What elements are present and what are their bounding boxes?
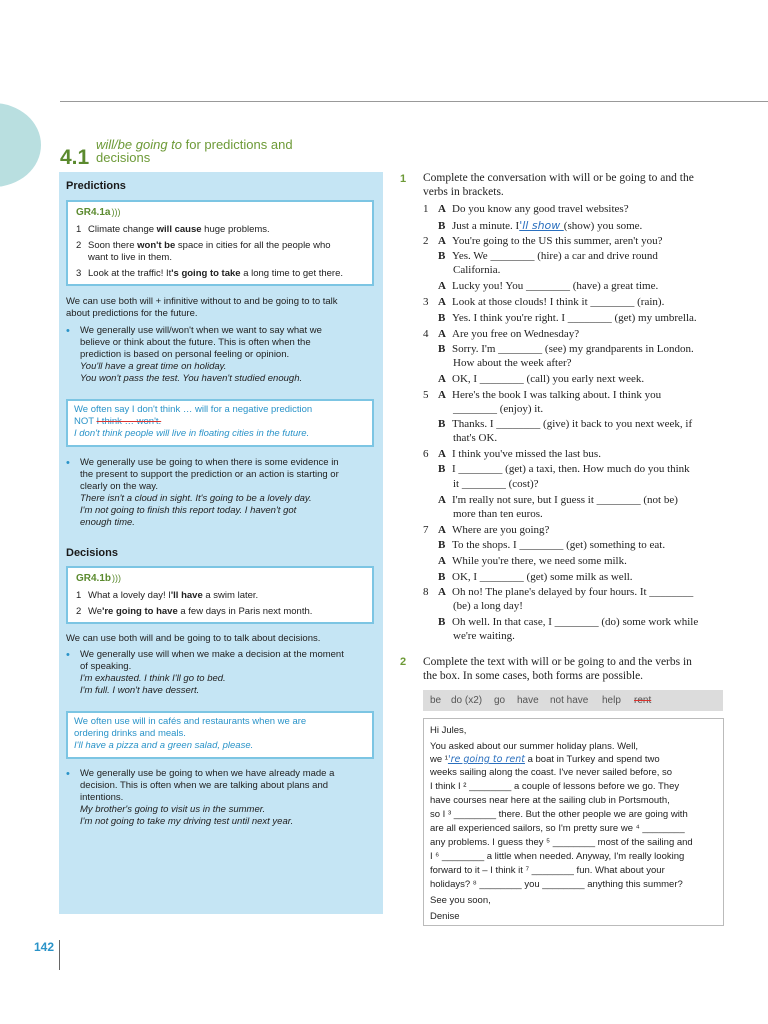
example-line: 1 What a lovely day! I'll have a swim later. bbox=[76, 590, 259, 601]
decorative-tab bbox=[0, 103, 41, 187]
speaker-label: B bbox=[438, 343, 446, 355]
dialogue-text: Where are you going? bbox=[452, 524, 550, 536]
dialogue-text: Are you free on Wednesday? bbox=[452, 328, 580, 340]
dialogue-text: To the shops. I ________ (get) something to eat. bbox=[452, 539, 666, 551]
letter-line: Hi Jules, bbox=[430, 725, 467, 736]
item-number: 8 bbox=[423, 586, 429, 598]
word-item: do (x2) bbox=[451, 695, 483, 706]
dialogue-line bbox=[423, 448, 601, 461]
speaker-label: A bbox=[438, 296, 446, 308]
speaker-label: A bbox=[438, 448, 446, 460]
dialogue-text: California. bbox=[453, 264, 501, 276]
top-rule bbox=[60, 101, 768, 102]
letter-line: are all experienced sailors, so I'm pretty sure we ⁴ ________ bbox=[430, 823, 685, 834]
letter-line: we ¹'re going to rent a boat in Turkey and spend two bbox=[430, 754, 660, 765]
bullet-icon: • bbox=[66, 768, 70, 780]
dialogue-line bbox=[453, 264, 500, 277]
example-line: 1 Climate change will cause huge problems. bbox=[76, 224, 270, 235]
letter-line: holidays? ⁸ ________ you ________ anything this summer? bbox=[430, 879, 683, 890]
dialogue-line bbox=[453, 432, 497, 445]
letter-line: You asked about our summer holiday plans. Well, bbox=[430, 741, 639, 752]
item-number: 4 bbox=[423, 328, 429, 340]
bullet-icon: • bbox=[66, 649, 70, 661]
example-line: 2 We're going to have a few days in Paris next month. bbox=[76, 606, 313, 617]
dialogue-text: Here's the book I was talking about. I think you bbox=[452, 389, 662, 401]
dialogue-line bbox=[423, 463, 690, 476]
speaker-label: A bbox=[438, 389, 446, 401]
letter-line: I ⁶ ________ a little when needed. Anyway, I'm really looking bbox=[430, 851, 685, 862]
speaker-label: B bbox=[438, 463, 446, 475]
grammar-code: GR4.1b))) bbox=[76, 573, 122, 584]
dialogue-text: I ________ (get) a taxi, then. How much do you think bbox=[452, 463, 690, 475]
letter-line: forward to it – I think it ⁷ ________ fun. What about your bbox=[430, 865, 665, 876]
speaker-label: B bbox=[438, 418, 446, 430]
dialogue-text: Lucky you! You ________ (have) a great time. bbox=[452, 280, 659, 292]
example-line: want to live in them. bbox=[88, 252, 172, 263]
explanation-paragraph: We can use both will + infinitive without to and be going to to talk about predictions for the future. bbox=[66, 296, 338, 319]
bullet-icon: • bbox=[66, 325, 70, 337]
letter-line: See you soon, bbox=[430, 895, 491, 906]
speaker-label: A bbox=[438, 494, 446, 506]
dialogue-line bbox=[453, 600, 523, 613]
speaker-label: B bbox=[438, 312, 446, 324]
item-number: 7 bbox=[423, 524, 429, 536]
decisions-heading: Decisions bbox=[66, 547, 118, 559]
dialogue-text: that's OK. bbox=[453, 432, 498, 444]
speaker-label: A bbox=[438, 524, 446, 536]
dialogue-line bbox=[423, 418, 692, 431]
dialogue-line bbox=[423, 524, 549, 537]
word-item-used: rent bbox=[634, 695, 652, 706]
dialogue-text: OK, I ________ (get) some milk as well. bbox=[452, 571, 633, 583]
item-number: 6 bbox=[423, 448, 429, 460]
word-item: have bbox=[517, 695, 539, 706]
dialogue-line bbox=[453, 403, 543, 416]
word-item: help bbox=[602, 695, 621, 706]
dialogue-text: Thanks. I ________ (give) it back to you next week, if bbox=[452, 418, 693, 430]
dialogue-text: more than ten euros. bbox=[453, 508, 543, 520]
dialogue-line bbox=[453, 630, 515, 643]
dialogue-text: I'm really not sure, but I guess it ________ (not be) bbox=[452, 494, 678, 506]
letter-line: weeks sailing along the coast. I've never sailed before, so bbox=[430, 767, 673, 778]
example-line: 3 Look at the traffic! It's going to take a long time to get there. bbox=[76, 268, 344, 279]
unit-title: will/be going to for predictions and decisions bbox=[96, 137, 293, 165]
grammar-code: GR4.1a))) bbox=[76, 207, 121, 218]
dialogue-line bbox=[423, 373, 644, 386]
speaker-label: B bbox=[438, 616, 446, 628]
dialogue-line bbox=[423, 280, 658, 293]
letter-line: Denise bbox=[430, 911, 460, 922]
word-item: not have bbox=[550, 695, 589, 706]
item-number: 5 bbox=[423, 389, 429, 401]
dialogue-text: Yes. I think you're right. I ________ (get) my umbrella. bbox=[452, 312, 697, 324]
letter-text-box bbox=[423, 718, 724, 926]
dialogue-line bbox=[423, 494, 678, 507]
handwritten-answer: 'll show bbox=[519, 219, 564, 232]
speaker-label: B bbox=[438, 539, 446, 551]
dialogue-line bbox=[423, 312, 697, 325]
speaker-label: A bbox=[438, 586, 446, 598]
exercise-number: 1 bbox=[400, 173, 407, 185]
dialogue-line bbox=[423, 219, 642, 233]
exercise-instruction: Complete the conversation with will or be going to and the verbs in brackets. bbox=[423, 172, 694, 198]
dialogue-text: Oh well. In that case, I ________ (do) some work while bbox=[452, 616, 699, 628]
dialogue-line bbox=[453, 357, 572, 370]
letter-line: have courses near here at the sailing club in Portsmouth, bbox=[430, 795, 670, 806]
speaker-label: B bbox=[438, 571, 446, 583]
usage-note: We often use will in cafés and restaurants when we are ordering drinks and meals. I'll have a pizza and a green salad, please. bbox=[66, 711, 374, 759]
dialogue-text: OK, I ________ (call) you early next week. bbox=[452, 373, 645, 385]
dialogue-line bbox=[423, 343, 694, 356]
dialogue-text: Just a minute. I'll show (show) you some. bbox=[452, 219, 643, 232]
example-line: 2 Soon there won't be space in cities for all the people who bbox=[76, 240, 331, 251]
exercise-number: 2 bbox=[400, 656, 407, 668]
item-number: 1 bbox=[423, 203, 429, 215]
dialogue-text: Sorry. I'm ________ (see) my grandparents in London. bbox=[452, 343, 694, 355]
unit-number: 4.1 bbox=[60, 146, 90, 169]
predictions-heading: Predictions bbox=[66, 180, 126, 192]
word-item: go bbox=[494, 695, 506, 706]
audio-icon: ))) bbox=[112, 573, 122, 583]
dialogue-line bbox=[423, 571, 633, 584]
dialogue-text: ________ (enjoy) it. bbox=[453, 403, 544, 415]
explanation-paragraph: We can use both will and be going to to talk about decisions. bbox=[66, 633, 321, 644]
speaker-label: A bbox=[438, 555, 446, 567]
dialogue-line bbox=[423, 203, 629, 216]
dialogue-line bbox=[423, 586, 693, 599]
dialogue-line bbox=[453, 508, 543, 521]
dialogue-line bbox=[423, 616, 698, 629]
dialogue-text: (be) a long day! bbox=[453, 600, 523, 612]
dialogue-text: Yes. We ________ (hire) a car and drive round bbox=[452, 250, 658, 262]
dialogue-text: Look at those clouds! I think it ________ (rain). bbox=[452, 296, 665, 308]
speaker-label: B bbox=[438, 250, 446, 262]
dialogue-text: it ________ (cost)? bbox=[453, 478, 539, 490]
dialogue-text: Do you know any good travel websites? bbox=[452, 203, 629, 215]
letter-line: any problems. I guess they ⁵ ________ most of the sailing and bbox=[430, 837, 693, 848]
handwritten-answer: 're going to rent bbox=[447, 754, 525, 765]
dialogue-line bbox=[423, 389, 661, 402]
audio-icon: ))) bbox=[111, 207, 121, 217]
dialogue-text: You're going to the US this summer, aren't you? bbox=[452, 235, 663, 247]
page-number: 142 bbox=[34, 940, 55, 954]
grammar-box-gr41a bbox=[66, 200, 374, 286]
dialogue-line bbox=[423, 250, 658, 263]
speaker-label: B bbox=[438, 220, 446, 232]
dialogue-line bbox=[423, 539, 665, 552]
word-item: be bbox=[430, 695, 442, 706]
usage-note: We often say I don't think … will for a negative prediction NOT I think … won't. I don't think people will live in floating cities in the future. bbox=[66, 399, 374, 447]
speaker-label: A bbox=[438, 280, 446, 292]
bullet-icon: • bbox=[66, 457, 70, 469]
dialogue-line bbox=[453, 478, 539, 491]
dialogue-text: Oh no! The plane's delayed by four hours. It ________ bbox=[452, 586, 694, 598]
dialogue-line bbox=[423, 296, 664, 309]
speaker-label: A bbox=[438, 203, 446, 215]
word-box bbox=[423, 690, 723, 711]
exercise-instruction: Complete the text with will or be going to and the verbs in the box. In some cases, both forms are possible. bbox=[423, 656, 692, 682]
dialogue-text: While you're there, we need some milk. bbox=[452, 555, 627, 567]
speaker-label: A bbox=[438, 235, 446, 247]
dialogue-line bbox=[423, 328, 579, 341]
item-number: 3 bbox=[423, 296, 429, 308]
speaker-label: A bbox=[438, 373, 446, 385]
letter-line: so I ³ ________ there. But the other people we are going with bbox=[430, 809, 688, 820]
page-rule bbox=[59, 940, 60, 970]
item-number: 2 bbox=[423, 235, 429, 247]
letter-line: I think I ² ________ a couple of lessons before we go. They bbox=[430, 781, 680, 792]
speaker-label: A bbox=[438, 328, 446, 340]
dialogue-text: I think you've missed the last bus. bbox=[452, 448, 601, 460]
grammar-box-gr41b bbox=[66, 566, 374, 624]
dialogue-line bbox=[423, 555, 627, 568]
dialogue-text: we're waiting. bbox=[453, 630, 515, 642]
dialogue-text: How about the week after? bbox=[453, 357, 572, 369]
dialogue-line bbox=[423, 235, 662, 248]
